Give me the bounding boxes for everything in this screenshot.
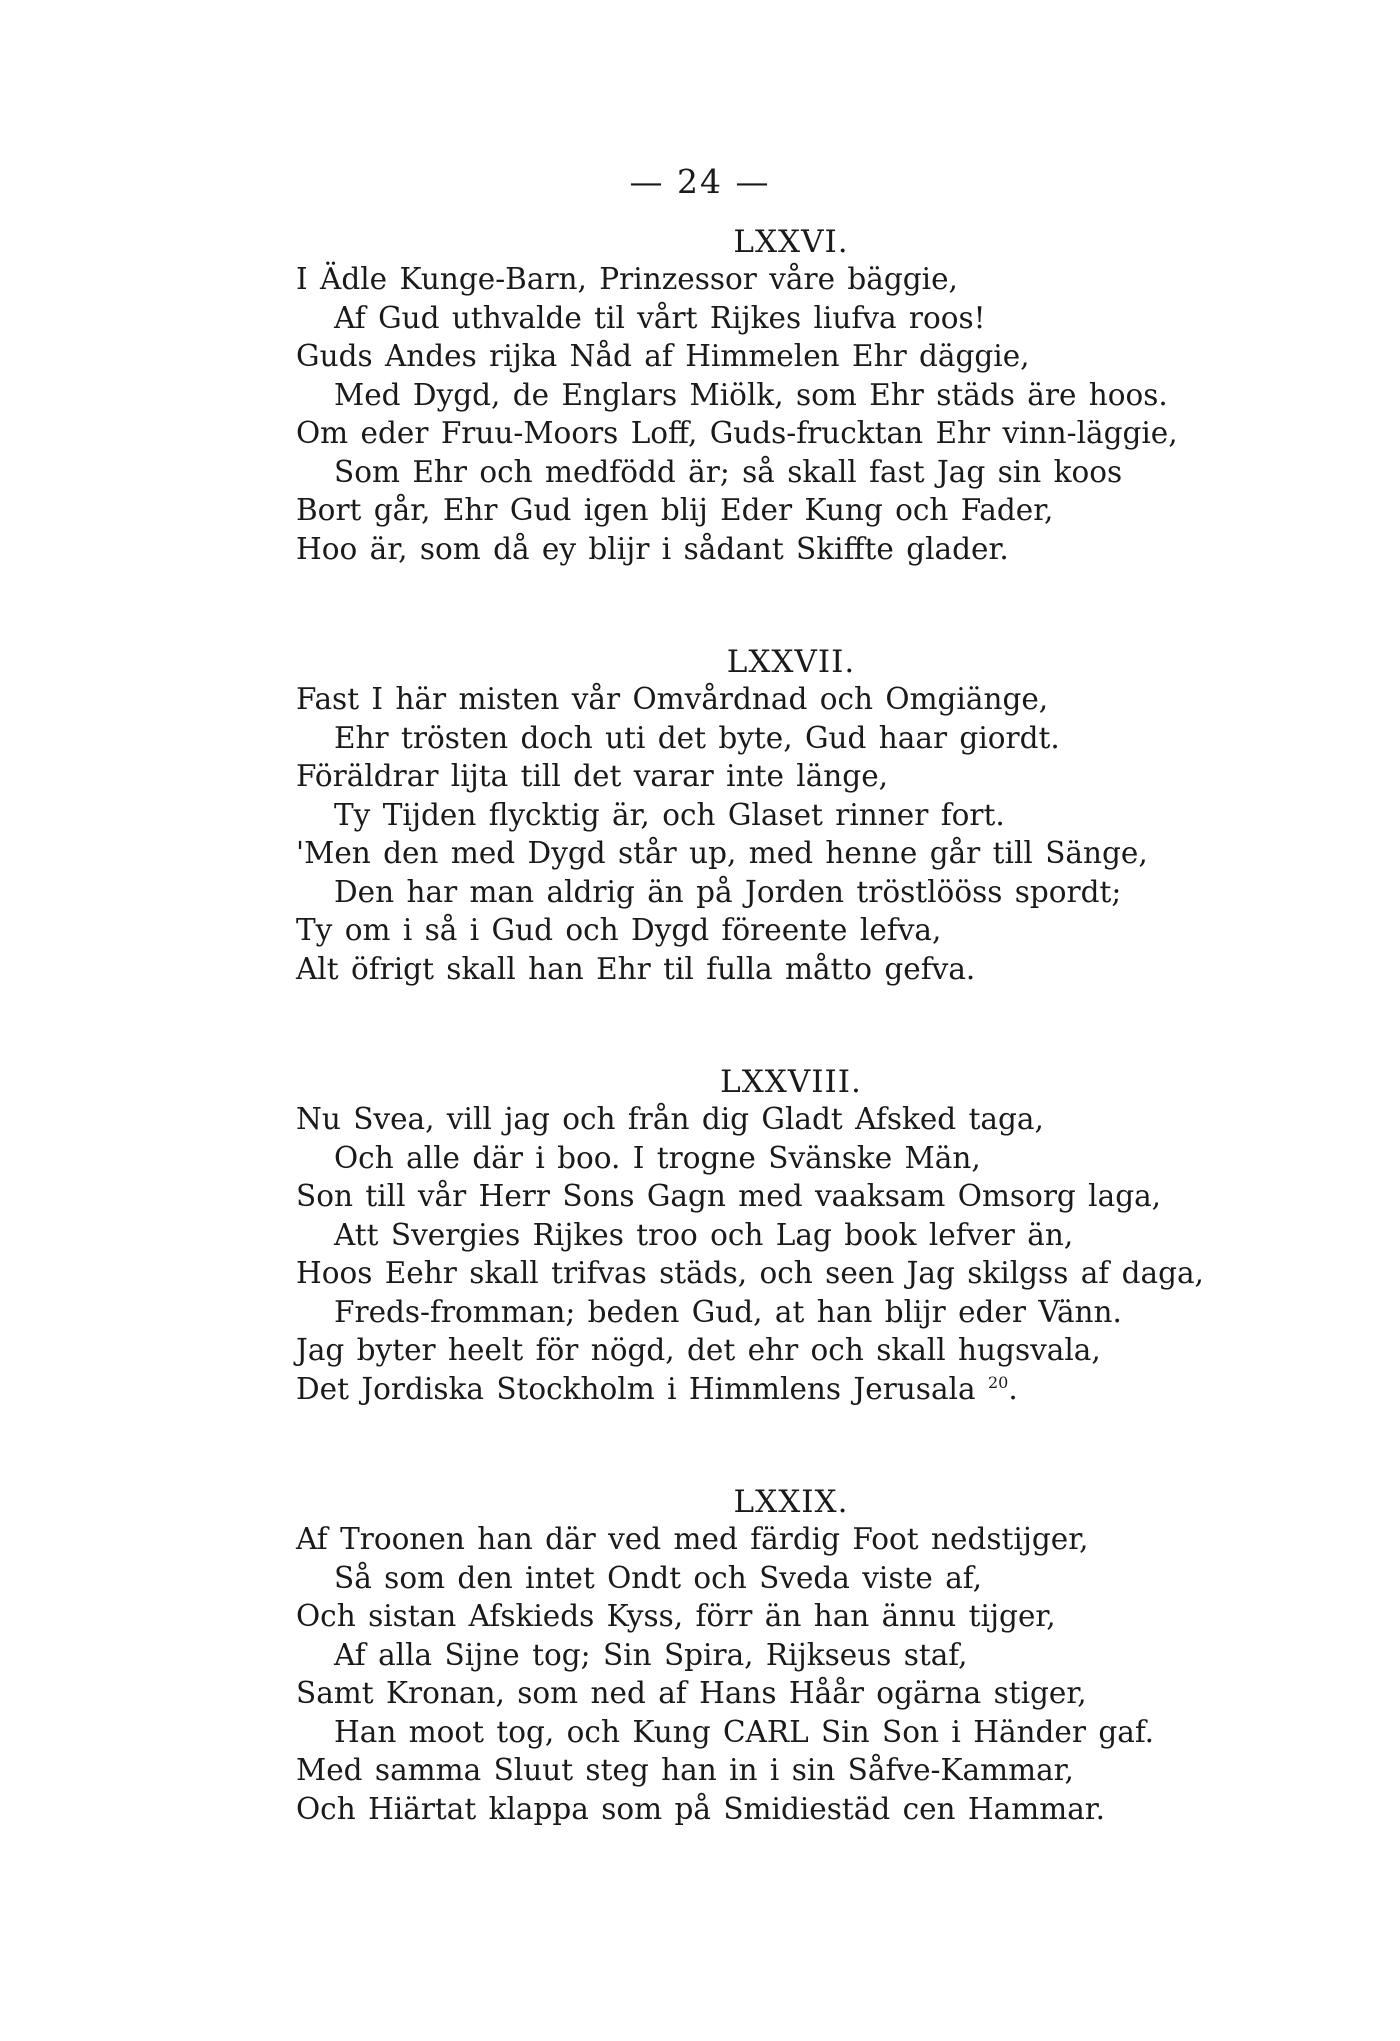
verse-line: Samt Kronan, som ned af Hans Håår ogärna stiger, [296, 1676, 1087, 1710]
verse-line: Med samma Sluut steg han in i sin Såfve-Kammar, [296, 1753, 1074, 1787]
verse-line: Nu Svea, vill jag och från dig Gladt Afsked taga, [296, 1102, 1044, 1136]
verse-line: Jag byter heelt för nögd, det ehr och skall hugsvala, [296, 1333, 1101, 1367]
page-number: — 24 — [629, 162, 771, 201]
verse-line: Om eder Fruu-Moors Loff, Guds-frucktan Ehr vinn-läggie, [296, 416, 1178, 450]
verse-line: 'Men den med Dygd står up, med henne går till Sänge, [296, 836, 1148, 870]
verse-line: I Ädle Kunge-Barn, Prinzessor våre bäggie, [296, 262, 958, 296]
verse-line: Den har man aldrig än på Jorden tröstlööss spordt; [334, 874, 1122, 909]
stanza-number: LXXIX. [733, 1484, 849, 1520]
verse-line-with-footnote [296, 1370, 1216, 1409]
verse-line: Som Ehr och medfödd är; så skall fast Jag sin koos [334, 454, 1123, 489]
verse-line: Med Dygd, de Englars Miölk, som Ehr städs äre hoos. [334, 377, 1168, 412]
verse-line: Så som den intet Ondt och Sveda viste af, [334, 1560, 983, 1595]
footnote-marker: 20 [987, 1372, 1009, 1392]
verse-line: Och alle där i boo. I trogne Svänske Män, [334, 1140, 981, 1175]
verse-line: Att Svergies Rijkes troo och Lag book lefver än, [334, 1217, 1074, 1252]
verse-line: Hoo är, som då ey blijr i sådant Skiffte glader. [296, 531, 1009, 566]
verse-line: Och sistan Afskieds Kyss, förr än han ännu tijger, [296, 1599, 1056, 1633]
line-end-punctuation: . [1008, 1371, 1018, 1406]
verse-line: Af Gud uthvalde til vårt Rijkes liufva roos! [334, 300, 986, 335]
stanza-number: LXXVII. [726, 644, 856, 680]
verse-line: Guds Andes rijka Nåd af Himmelen Ehr däggie, [296, 339, 1030, 373]
verse-line: Föräldrar lijta till det varar inte länge, [296, 759, 889, 793]
stanza [296, 1062, 1216, 1408]
verse-line: Hoos Eehr skall trifvas städs, och seen Jag skilgss af daga, [296, 1256, 1204, 1290]
verse-line: Ehr trösten doch uti det byte, Gud haar giordt. [334, 720, 1060, 755]
stanza-number: LXXVI. [733, 224, 849, 260]
verse-line: Han moot tog, och Kung CARL Sin Son i Händer gaf. [334, 1714, 1155, 1749]
verse-line: Son till vår Herr Sons Gagn med vaaksam Omsorg laga, [296, 1179, 1162, 1213]
verse-line: Ty Tijden flycktig är, och Glaset rinner fort. [334, 797, 1005, 832]
stanza [296, 1482, 1216, 1828]
stanza [296, 222, 1216, 568]
verse-line: Ty om i så i Gud och Dygd föreente lefva, [296, 913, 942, 947]
verse-line: Af alla Sijne tog; Sin Spira, Rijkseus staf, [334, 1637, 968, 1672]
verse-line: Freds-fromman; beden Gud, at han blijr eder Vänn. [334, 1294, 1122, 1329]
verse-line: Fast I här misten vår Omvårdnad och Omgiänge, [296, 682, 1049, 716]
verse-line-text: Det Jordiska Stockholm i Himmlens Jerusala [296, 1371, 976, 1406]
verse-line: Och Hiärtat klappa som på Smidiestäd cen Hammar. [296, 1791, 1106, 1826]
verse-line: Af Troonen han där ved med färdig Foot nedstijger, [296, 1522, 1089, 1556]
stanza-number: LXXVIII. [720, 1064, 862, 1100]
stanza [296, 642, 1216, 988]
verse-line: Bort går, Ehr Gud igen blij Eder Kung och Fader, [296, 493, 1054, 527]
verse-line: Alt öfrigt skall han Ehr til fulla måtto gefva. [296, 951, 976, 986]
